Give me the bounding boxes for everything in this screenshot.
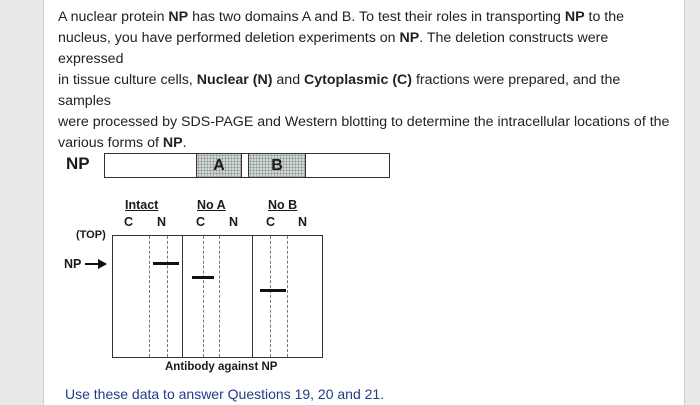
lane-label-no-b-n: N (298, 215, 308, 229)
domain-a: A (196, 153, 242, 178)
band-no-b-c (260, 289, 286, 292)
lane-label-no-b-c: C (266, 215, 276, 229)
group-label-intact: Intact (125, 198, 159, 212)
lane-label-no-a-c: C (196, 215, 206, 229)
protein-label: NP (66, 154, 90, 173)
lane-no-b-c (270, 236, 271, 357)
band-no-a-c (192, 276, 214, 279)
antibody-label: Antibody against NP (165, 361, 278, 373)
lane-intact-c (149, 236, 150, 357)
question-text (58, 7, 670, 154)
domain-b: B (248, 153, 306, 178)
group-divider (182, 236, 183, 357)
lane-label-no-a-n: N (229, 215, 239, 229)
western-blot (112, 235, 323, 358)
band-intact-n (153, 262, 179, 265)
group-label-no-a: No A (197, 198, 226, 212)
lane-no-a-c (203, 236, 204, 357)
lane-intact-n (167, 236, 168, 357)
question-line-4: were processed by SDS-PAGE and Western blotting to determine the intracellular locations of the (58, 114, 670, 130)
question-line-5: various forms of NP. (58, 135, 187, 151)
question-line-1: A nuclear protein NP has two domains A and B. To test their roles in transporting NP to the (58, 9, 625, 25)
instructions-footer: Use these data to answer Questions 19, 20 and 21. (65, 386, 385, 402)
lane-no-a-n (219, 236, 220, 357)
question-line-2: nucleus, you have performed deletion experiments on NP. The deletion constructs were expressed (58, 30, 609, 67)
group-label-no-b: No B (268, 198, 298, 212)
group-divider (252, 236, 253, 357)
np-marker-label: NP (64, 257, 82, 271)
question-line-3: in tissue culture cells, Nuclear (N) and Cytoplasmic (C) fractions were prepared, and the samples (58, 72, 621, 109)
arrow-right-icon (84, 258, 108, 270)
gel-top-label: (TOP) (76, 229, 106, 241)
lane-label-intact-c: C (124, 215, 134, 229)
lane-no-b-n (287, 236, 288, 357)
lane-label-intact-n: N (157, 215, 167, 229)
